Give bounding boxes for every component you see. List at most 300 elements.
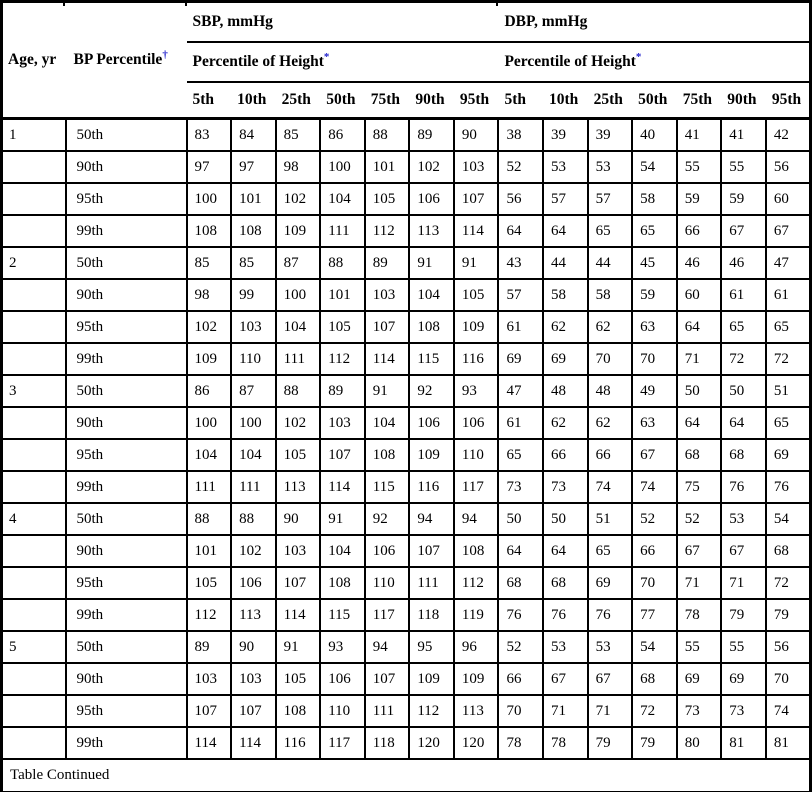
dbp-value-cell: 74 [766,695,811,727]
sbp-value-cell: 109 [187,343,232,375]
dbp-value-cell: 63 [632,407,677,439]
table-row [2,279,811,311]
dbp-value-cell: 67 [721,215,766,247]
sbp-value-cell: 114 [276,599,321,631]
sbp-value-cell: 100 [231,407,276,439]
bp-percentile-cell: 90th [66,151,187,183]
table-row [2,727,811,759]
dbp-value-cell: 72 [766,343,811,375]
table-row [2,407,811,439]
age-column-header [2,2,66,119]
bp-percentile-cell: 50th [66,119,187,152]
bp-percentile-cell: 99th [66,599,187,631]
sbp-value-cell: 110 [231,343,276,375]
age-cell [2,695,66,727]
age-cell [2,279,66,311]
sbp-value-cell: 106 [365,535,410,567]
sbp-height-subheader [187,42,499,82]
sbp-value-cell: 108 [276,695,321,727]
height-percentile-header: 5th [498,82,543,119]
sbp-value-cell: 110 [320,695,365,727]
dbp-value-cell: 62 [543,407,588,439]
sbp-value-cell: 94 [365,631,410,663]
sbp-value-cell: 85 [276,119,321,152]
age-cell [2,215,66,247]
dbp-value-cell: 71 [543,695,588,727]
bp-percentile-cell: 50th [66,631,187,663]
bp-percentile-cell: 90th [66,407,187,439]
sbp-value-cell: 108 [231,215,276,247]
dbp-value-cell: 46 [721,247,766,279]
age-column-label: Age, yr [8,51,57,68]
bp-percentile-cell: 95th [66,311,187,343]
dbp-value-cell: 55 [721,631,766,663]
table-row [2,375,811,407]
dbp-value-cell: 48 [543,375,588,407]
sbp-value-cell: 98 [187,279,232,311]
age-cell [2,183,66,215]
sbp-value-cell: 115 [409,343,454,375]
sbp-height-label: Percentile of Height [192,52,324,70]
dbp-value-cell: 74 [588,471,633,503]
sbp-value-cell: 90 [454,119,499,152]
footer-row [2,759,811,792]
dbp-value-cell: 65 [721,311,766,343]
sbp-value-cell: 101 [320,279,365,311]
sbp-value-cell: 111 [320,215,365,247]
sbp-value-cell: 102 [187,311,232,343]
group-header-row [2,2,811,42]
dbp-value-cell: 64 [721,407,766,439]
sbp-value-cell: 114 [320,471,365,503]
sbp-value-cell: 89 [365,247,410,279]
table-footer [2,759,811,792]
sbp-value-cell: 113 [409,215,454,247]
sbp-value-cell: 107 [454,183,499,215]
dbp-value-cell: 73 [721,695,766,727]
dbp-value-cell: 54 [632,151,677,183]
dbp-value-cell: 61 [721,279,766,311]
dbp-value-cell: 42 [766,119,811,152]
sbp-value-cell: 107 [187,695,232,727]
table-row [2,631,811,663]
sbp-value-cell: 107 [231,695,276,727]
sbp-value-cell: 112 [409,695,454,727]
dbp-value-cell: 60 [766,183,811,215]
asterisk-footnote-marker: * [635,50,642,63]
sbp-value-cell: 107 [320,439,365,471]
dbp-value-cell: 41 [677,119,722,152]
dbp-value-cell: 60 [677,279,722,311]
dbp-value-cell: 63 [632,311,677,343]
sbp-value-cell: 116 [454,343,499,375]
dbp-value-cell: 67 [721,535,766,567]
bp-percentile-cell: 99th [66,215,187,247]
dbp-value-cell: 73 [677,695,722,727]
bp-percentile-cell: 50th [66,375,187,407]
sbp-value-cell: 116 [276,727,321,759]
dbp-value-cell: 77 [632,599,677,631]
dbp-value-cell: 62 [543,311,588,343]
dbp-value-cell: 55 [677,631,722,663]
dbp-value-cell: 69 [543,343,588,375]
sbp-value-cell: 108 [409,311,454,343]
sbp-value-cell: 112 [454,567,499,599]
dbp-value-cell: 67 [543,663,588,695]
age-cell [2,311,66,343]
table-row [2,471,811,503]
dbp-value-cell: 70 [632,343,677,375]
dbp-value-cell: 81 [721,727,766,759]
dbp-value-cell: 68 [498,567,543,599]
sbp-value-cell: 120 [454,727,499,759]
dbp-value-cell: 72 [766,567,811,599]
sbp-value-cell: 106 [454,407,499,439]
sbp-value-cell: 114 [454,215,499,247]
dbp-value-cell: 52 [498,151,543,183]
dbp-value-cell: 44 [543,247,588,279]
sbp-value-cell: 90 [231,631,276,663]
dbp-value-cell: 70 [588,343,633,375]
age-cell [2,663,66,695]
age-cell [2,471,66,503]
dbp-value-cell: 56 [766,151,811,183]
dbp-value-cell: 58 [632,183,677,215]
dbp-value-cell: 64 [498,215,543,247]
height-percentile-header: 50th [632,82,677,119]
dbp-height-subheader [498,42,810,82]
dbp-value-cell: 79 [632,727,677,759]
sbp-value-cell: 117 [365,599,410,631]
dbp-value-cell: 48 [588,375,633,407]
dbp-value-cell: 49 [632,375,677,407]
sbp-value-cell: 102 [231,535,276,567]
sbp-value-cell: 102 [409,151,454,183]
dbp-value-cell: 81 [766,727,811,759]
dbp-value-cell: 53 [543,151,588,183]
dbp-value-cell: 44 [588,247,633,279]
age-cell: 3 [2,375,66,407]
dbp-value-cell: 68 [677,439,722,471]
sbp-value-cell: 107 [365,311,410,343]
sbp-value-cell: 104 [320,183,365,215]
sbp-value-cell: 114 [187,727,232,759]
sbp-value-cell: 111 [365,695,410,727]
height-percentile-header: 5th [187,82,232,119]
age-cell [2,599,66,631]
dbp-value-cell: 50 [543,503,588,535]
bp-percentile-cell: 99th [66,471,187,503]
dbp-value-cell: 59 [721,183,766,215]
dbp-value-cell: 61 [766,279,811,311]
dbp-value-cell: 47 [766,247,811,279]
table-row [2,215,811,247]
dbp-value-cell: 56 [498,183,543,215]
sbp-value-cell: 118 [409,599,454,631]
dbp-value-cell: 62 [588,311,633,343]
dbp-group-label: DBP, mmHg [504,12,588,30]
dbp-value-cell: 59 [632,279,677,311]
dbp-value-cell: 66 [498,663,543,695]
bp-percentile-column-label: BP Percentile [73,51,163,68]
sbp-value-cell: 97 [187,151,232,183]
height-percentile-header: 75th [365,82,410,119]
sbp-value-cell: 91 [409,247,454,279]
dbp-value-cell: 43 [498,247,543,279]
sbp-value-cell: 100 [320,151,365,183]
height-percentile-header: 95th [766,82,811,119]
bp-percentile-cell: 50th [66,247,187,279]
sbp-value-cell: 110 [454,439,499,471]
sbp-value-cell: 85 [187,247,232,279]
dbp-value-cell: 80 [677,727,722,759]
sbp-value-cell: 101 [365,151,410,183]
dbp-value-cell: 55 [677,151,722,183]
bp-percentile-cell: 95th [66,183,187,215]
height-percentile-header: 10th [543,82,588,119]
dbp-value-cell: 66 [632,535,677,567]
bp-percentile-cell: 99th [66,343,187,375]
sbp-value-cell: 111 [231,471,276,503]
dbp-value-cell: 39 [543,119,588,152]
sbp-value-cell: 105 [187,567,232,599]
table-row [2,503,811,535]
sbp-group-header [187,2,499,42]
sbp-value-cell: 84 [231,119,276,152]
sbp-value-cell: 108 [187,215,232,247]
dbp-value-cell: 50 [498,503,543,535]
dbp-value-cell: 67 [588,663,633,695]
table-header [2,2,811,119]
sbp-value-cell: 88 [276,375,321,407]
dbp-value-cell: 61 [498,407,543,439]
dbp-value-cell: 54 [632,631,677,663]
dbp-value-cell: 76 [766,471,811,503]
sbp-value-cell: 112 [320,343,365,375]
table-row [2,663,811,695]
sbp-value-cell: 118 [365,727,410,759]
table-row [2,119,811,152]
dbp-value-cell: 66 [677,215,722,247]
border-tick [185,0,187,6]
sbp-value-cell: 113 [276,471,321,503]
dbp-value-cell: 76 [498,599,543,631]
dbp-value-cell: 52 [632,503,677,535]
dbp-value-cell: 38 [498,119,543,152]
border-tick [63,0,65,6]
dbp-value-cell: 68 [543,567,588,599]
dbp-value-cell: 72 [721,343,766,375]
sbp-value-cell: 85 [231,247,276,279]
sbp-value-cell: 111 [187,471,232,503]
bp-percentile-cell: 99th [66,727,187,759]
dbp-value-cell: 70 [766,663,811,695]
sbp-value-cell: 104 [231,439,276,471]
sbp-value-cell: 88 [320,247,365,279]
dbp-value-cell: 59 [677,183,722,215]
sbp-value-cell: 117 [320,727,365,759]
sbp-value-cell: 97 [231,151,276,183]
sbp-value-cell: 96 [454,631,499,663]
dbp-value-cell: 71 [721,567,766,599]
sbp-value-cell: 102 [276,407,321,439]
height-percentile-header: 25th [588,82,633,119]
sbp-value-cell: 103 [276,535,321,567]
sbp-value-cell: 87 [231,375,276,407]
dbp-value-cell: 65 [588,535,633,567]
sbp-value-cell: 119 [454,599,499,631]
sbp-value-cell: 86 [187,375,232,407]
sbp-value-cell: 110 [365,567,410,599]
age-cell [2,535,66,567]
sbp-value-cell: 113 [231,599,276,631]
sbp-value-cell: 101 [231,183,276,215]
dagger-footnote-marker: † [162,48,168,61]
sbp-value-cell: 105 [276,439,321,471]
sbp-value-cell: 91 [365,375,410,407]
dbp-value-cell: 53 [588,151,633,183]
dbp-value-cell: 79 [588,727,633,759]
bp-percentile-cell: 95th [66,439,187,471]
age-cell: 2 [2,247,66,279]
sbp-value-cell: 109 [409,663,454,695]
bp-percentile-cell: 95th [66,695,187,727]
dbp-value-cell: 65 [766,311,811,343]
sbp-value-cell: 107 [409,535,454,567]
sbp-value-cell: 108 [454,535,499,567]
height-percentile-header: 90th [721,82,766,119]
dbp-value-cell: 76 [721,471,766,503]
sbp-value-cell: 93 [320,631,365,663]
sbp-value-cell: 104 [409,279,454,311]
dbp-value-cell: 69 [677,663,722,695]
sbp-value-cell: 113 [454,695,499,727]
sbp-value-cell: 92 [365,503,410,535]
dbp-value-cell: 46 [677,247,722,279]
dbp-value-cell: 53 [543,631,588,663]
dbp-value-cell: 67 [632,439,677,471]
dbp-value-cell: 67 [766,215,811,247]
sbp-value-cell: 115 [365,471,410,503]
sbp-value-cell: 93 [454,375,499,407]
table-continued-label: Table Continued [2,759,811,792]
dbp-value-cell: 73 [498,471,543,503]
table-row [2,151,811,183]
dbp-value-cell: 57 [543,183,588,215]
sbp-value-cell: 105 [454,279,499,311]
sbp-value-cell: 105 [320,311,365,343]
sbp-value-cell: 91 [454,247,499,279]
sbp-value-cell: 116 [409,471,454,503]
dbp-value-cell: 40 [632,119,677,152]
sbp-value-cell: 87 [276,247,321,279]
sbp-value-cell: 89 [409,119,454,152]
dbp-value-cell: 58 [588,279,633,311]
age-cell: 4 [2,503,66,535]
table-row [2,183,811,215]
dbp-value-cell: 66 [588,439,633,471]
dbp-value-cell: 62 [588,407,633,439]
sbp-value-cell: 100 [187,183,232,215]
dbp-value-cell: 65 [766,407,811,439]
dbp-value-cell: 71 [588,695,633,727]
sbp-value-cell: 103 [187,663,232,695]
sbp-value-cell: 88 [231,503,276,535]
dbp-value-cell: 64 [498,535,543,567]
dbp-value-cell: 55 [721,151,766,183]
dbp-value-cell: 39 [588,119,633,152]
dbp-value-cell: 64 [677,311,722,343]
bp-percentile-cell: 90th [66,535,187,567]
dbp-value-cell: 65 [498,439,543,471]
asterisk-footnote-marker: * [323,50,330,63]
sbp-value-cell: 106 [409,407,454,439]
dbp-value-cell: 69 [498,343,543,375]
dbp-value-cell: 64 [677,407,722,439]
sbp-value-cell: 107 [276,567,321,599]
dbp-value-cell: 79 [766,599,811,631]
sbp-value-cell: 107 [365,663,410,695]
bp-percentile-cell: 90th [66,279,187,311]
bp-percentile-cell: 95th [66,567,187,599]
sbp-value-cell: 88 [187,503,232,535]
sbp-value-cell: 106 [409,183,454,215]
sbp-value-cell: 100 [276,279,321,311]
age-cell: 1 [2,119,66,152]
dbp-value-cell: 57 [498,279,543,311]
sbp-value-cell: 111 [409,567,454,599]
dbp-value-cell: 64 [543,215,588,247]
age-cell [2,151,66,183]
dbp-value-cell: 53 [588,631,633,663]
sbp-value-cell: 108 [320,567,365,599]
dbp-value-cell: 47 [498,375,543,407]
dbp-height-label: Percentile of Height [504,52,636,70]
dbp-value-cell: 66 [543,439,588,471]
sbp-value-cell: 106 [231,567,276,599]
dbp-value-cell: 50 [721,375,766,407]
bp-percentile-column-header [66,2,187,119]
dbp-value-cell: 69 [766,439,811,471]
dbp-value-cell: 69 [588,567,633,599]
sbp-value-cell: 112 [365,215,410,247]
dbp-value-cell: 64 [543,535,588,567]
sbp-value-cell: 92 [409,375,454,407]
sbp-value-cell: 104 [320,535,365,567]
sbp-value-cell: 94 [454,503,499,535]
sbp-value-cell: 104 [276,311,321,343]
dbp-value-cell: 71 [677,567,722,599]
sbp-value-cell: 120 [409,727,454,759]
height-percentile-header: 10th [231,82,276,119]
sbp-value-cell: 90 [276,503,321,535]
sbp-value-cell: 103 [365,279,410,311]
dbp-value-cell: 78 [677,599,722,631]
table-row [2,247,811,279]
dbp-value-cell: 73 [543,471,588,503]
sbp-value-cell: 89 [187,631,232,663]
height-percentile-header: 90th [409,82,454,119]
sbp-value-cell: 103 [320,407,365,439]
dbp-value-cell: 57 [588,183,633,215]
dbp-value-cell: 75 [677,471,722,503]
sbp-value-cell: 98 [276,151,321,183]
sbp-value-cell: 94 [409,503,454,535]
sbp-value-cell: 109 [454,663,499,695]
dbp-value-cell: 70 [632,567,677,599]
table-row [2,599,811,631]
sbp-value-cell: 109 [276,215,321,247]
